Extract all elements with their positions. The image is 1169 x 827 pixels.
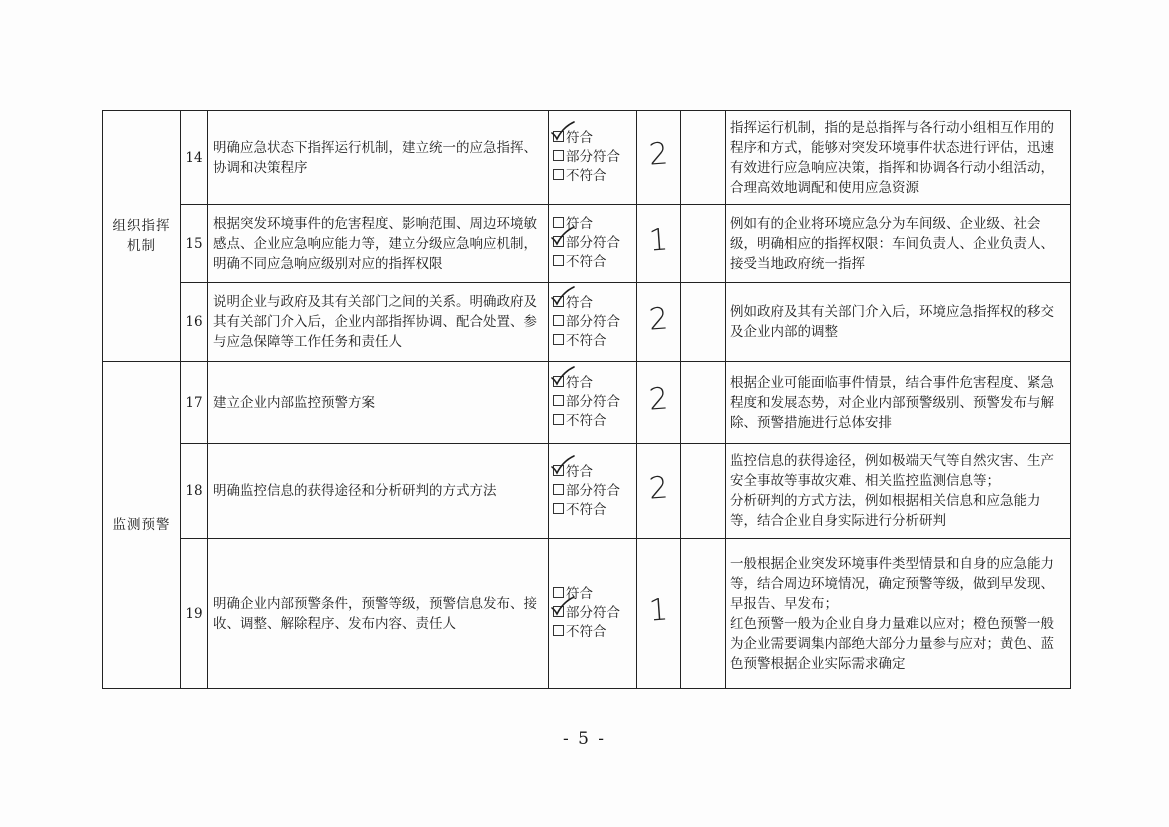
- options-cell: [549, 362, 637, 444]
- note-cell: [726, 539, 1071, 689]
- checkbox-icon: [553, 296, 564, 307]
- option-partial[interactable]: 部分符合: [553, 393, 636, 412]
- table-row: [103, 444, 1071, 539]
- note-cell: [726, 444, 1071, 539]
- note-line: 一般根据企业突发环境事件类型情景和自身的应急能力等，结合周边环境情况，确定预警等级，做到早发现、早报告、早发布；: [730, 555, 1054, 612]
- option-not-comply[interactable]: 不符合: [553, 412, 636, 431]
- note-line: 监控信息的获得途径，例如极端天气等自然灾害、生产安全事故等事故灾难、相关监控监测信息等；: [730, 453, 1054, 489]
- option-not-comply[interactable]: 不符合: [553, 501, 636, 520]
- option-not-comply[interactable]: 不符合: [553, 167, 636, 186]
- option-partial[interactable]: 部分符合: [553, 604, 636, 623]
- option-partial[interactable]: 部分符合: [553, 234, 636, 253]
- note-text: 指挥运行机制，指的是总指挥与各行动小组相互作用的程序和方式，能够对突发环境事件状态进行评估，迅速有效进行应急响应决策，指挥和协调各行动小组活动，合理高效地调配和使用应急资源: [726, 111, 1071, 205]
- score-cell: [637, 539, 681, 689]
- options-cell: [549, 444, 637, 539]
- options-cell: [549, 111, 637, 205]
- checkbox-icon: [553, 587, 564, 598]
- row-number: 16: [181, 283, 208, 362]
- note-text: 例如有的企业将环境应急分为车间级、企业级、社会级，明确相应的指挥权限：车间负责人、企业负责人、接受当地政府统一指挥: [726, 205, 1071, 283]
- row-number: 17: [181, 362, 208, 444]
- handwritten-score: 1: [647, 222, 670, 259]
- requirement-text: 建立企业内部监控预警方案: [208, 362, 549, 444]
- checkbox-icon: [553, 236, 564, 247]
- score-cell: [637, 362, 681, 444]
- requirement-text: 根据突发环境事件的危害程度、影响范围、周边环境敏感点、企业应急响应能力等，建立分级应急响应机制，明确不同应急响应级别对应的指挥权限: [208, 205, 549, 283]
- evaluation-table: [102, 110, 1071, 689]
- checkbox-icon: [553, 395, 564, 406]
- row-number: 19: [181, 539, 208, 689]
- score-cell: [637, 283, 681, 362]
- requirement-text: 明确应急状态下指挥运行机制，建立统一的应急指挥、协调和决策程序: [208, 111, 549, 205]
- checkbox-icon: [553, 131, 564, 142]
- checkbox-icon: [553, 606, 564, 617]
- options-cell: [549, 539, 637, 689]
- checkbox-icon: [553, 414, 564, 425]
- remark-cell: [681, 362, 726, 444]
- checkbox-icon: [553, 150, 564, 161]
- row-number: 14: [181, 111, 208, 205]
- option-partial[interactable]: 部分符合: [553, 482, 636, 501]
- remark-cell: [681, 205, 726, 283]
- handwritten-score: 2: [647, 300, 670, 338]
- remark-cell: [681, 444, 726, 539]
- option-comply[interactable]: 符合: [553, 463, 636, 482]
- table-row: [103, 362, 1071, 444]
- score-cell: [637, 205, 681, 283]
- requirement-text: 说明企业与政府及其有关部门之间的关系。明确政府及其有关部门介入后，企业内部指挥协调、配合处置、参与应急保障等工作任务和责任人: [208, 283, 549, 362]
- requirement-text: 明确企业内部预警条件，预警等级，预警信息发布、接收、调整、解除程序、发布内容、责任人: [208, 539, 549, 689]
- option-comply[interactable]: 符合: [553, 215, 636, 234]
- option-partial[interactable]: 部分符合: [553, 313, 636, 332]
- remark-cell: [681, 283, 726, 362]
- table-row: [103, 111, 1071, 205]
- handwritten-score: 2: [647, 381, 670, 418]
- checkbox-icon: [553, 625, 564, 636]
- note-line: 分析研判的方式方法，例如根据相关信息和应急能力等，结合企业自身实际进行分析研判: [730, 493, 1041, 529]
- checkbox-icon: [553, 503, 564, 514]
- option-comply[interactable]: 符合: [553, 129, 636, 148]
- category-cell: 监测预警: [103, 362, 181, 689]
- handwritten-score: 1: [647, 592, 670, 629]
- checkbox-icon: [553, 484, 564, 495]
- row-number: 15: [181, 205, 208, 283]
- remark-cell: [681, 539, 726, 689]
- option-not-comply[interactable]: 不符合: [553, 623, 636, 642]
- option-comply[interactable]: 符合: [553, 585, 636, 604]
- option-comply[interactable]: 符合: [553, 374, 636, 393]
- category-cell: 组织指挥机制: [103, 111, 181, 362]
- option-not-comply[interactable]: 不符合: [553, 332, 636, 351]
- checkbox-icon: [553, 376, 564, 387]
- checkbox-icon: [553, 465, 564, 476]
- note-line: 红色预警一般为企业自身力量难以应对；橙色预警一般为企业需要调集内部绝大部分力量参与应对；黄色、蓝色预警根据企业实际需求确定: [730, 615, 1054, 672]
- note-text: 根据企业可能面临事件情景，结合事件危害程度、紧急程度和发展态势，对企业内部预警级别、预警发布与解除、预警措施进行总体安排: [726, 362, 1071, 444]
- table-row: [103, 539, 1071, 689]
- checkbox-icon: [553, 315, 564, 326]
- note-text: 例如政府及其有关部门介入后，环境应急指挥权的移交及企业内部的调整: [726, 283, 1071, 362]
- score-cell: [637, 111, 681, 205]
- checkbox-icon: [553, 169, 564, 180]
- handwritten-score: 2: [647, 136, 670, 173]
- options-cell: [549, 205, 637, 283]
- options-cell: [549, 283, 637, 362]
- option-comply[interactable]: 符合: [553, 294, 636, 313]
- remark-cell: [681, 111, 726, 205]
- option-not-comply[interactable]: 不符合: [553, 253, 636, 272]
- checkbox-icon: [553, 217, 564, 228]
- page-number: - 5 -: [562, 729, 607, 749]
- requirement-text: 明确监控信息的获得途径和分析研判的方式方法: [208, 444, 549, 539]
- handwritten-score: 2: [647, 469, 670, 507]
- table-row: [103, 205, 1071, 283]
- score-cell: [637, 444, 681, 539]
- checkbox-icon: [553, 255, 564, 266]
- table-row: [103, 283, 1071, 362]
- option-partial[interactable]: 部分符合: [553, 148, 636, 167]
- row-number: 18: [181, 444, 208, 539]
- checkbox-icon: [553, 334, 564, 345]
